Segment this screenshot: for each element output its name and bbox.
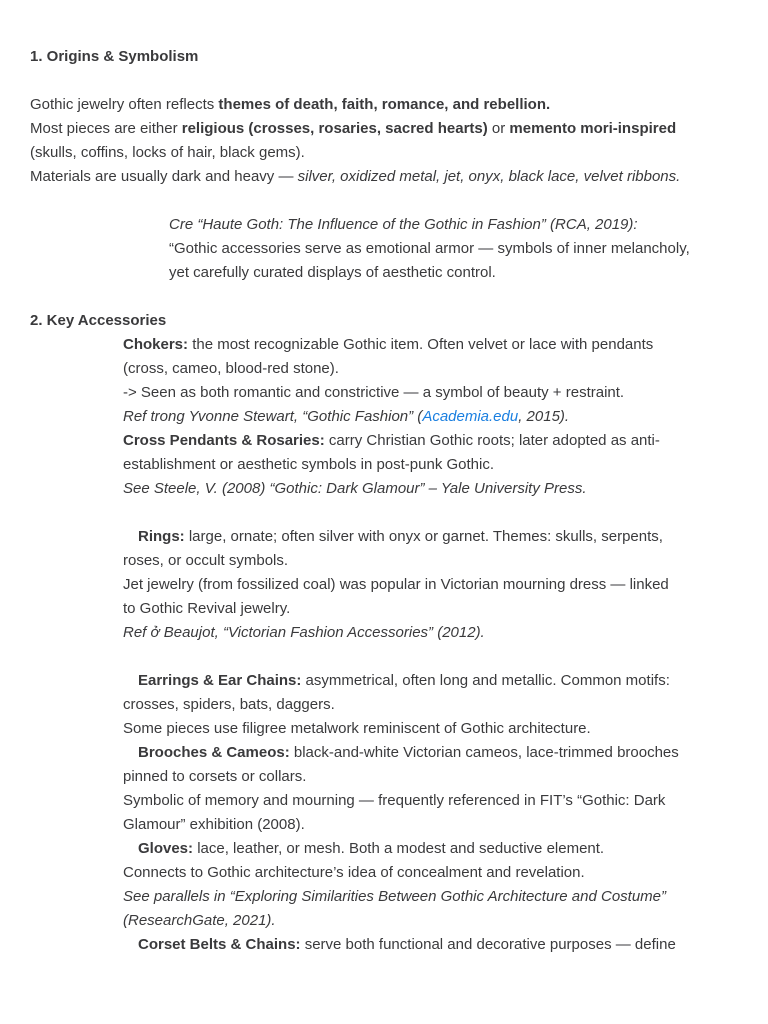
item-label-rings: Rings: — [138, 528, 185, 545]
paragraph-line: pinned to corsets or collars. — [123, 768, 307, 785]
item-label-chokers: Chokers: — [123, 336, 189, 353]
item-label-gloves: Gloves: — [138, 840, 194, 857]
text-span: serve both functional and decorative purposes — define — [300, 936, 676, 953]
text-span: carry Christian Gothic roots; later adopted as anti- — [324, 432, 660, 449]
paragraph-line: to Gothic Revival jewelry. — [123, 600, 291, 617]
reference-line: See Steele, V. (2008) “Gothic: Dark Glamour” – Yale University Press. — [123, 480, 587, 497]
text-span: asymmetrical, often long and metallic. Common motifs: — [301, 672, 670, 689]
paragraph-line: crosses, spiders, bats, daggers. — [123, 696, 335, 713]
text-span: , 2015). — [518, 408, 570, 425]
reference-line: (ResearchGate, 2021). — [123, 912, 276, 929]
text-span: Gothic jewelry often reflects — [30, 96, 219, 113]
text-span: the most recognizable Gothic item. Often velvet or lace with pendants — [188, 336, 654, 353]
paragraph-line — [30, 167, 680, 187]
bold-text: religious (crosses, rosaries, sacred hearts) — [181, 120, 488, 137]
item-label-brooches: Brooches & Cameos: — [138, 744, 290, 761]
section-2-heading: 2. Key Accessories — [30, 312, 167, 329]
paragraph-line — [138, 935, 676, 955]
paragraph-line: -> Seen as both romantic and constrictive — a symbol of beauty + restraint. — [123, 384, 625, 401]
paragraph-line — [30, 119, 676, 139]
text-span: Materials are usually dark and heavy — — [30, 168, 298, 185]
paragraph-line: Connects to Gothic architecture’s idea of concealment and revelation. — [123, 864, 585, 881]
italic-text: silver, oxidized metal, jet, onyx, black lace, velvet ribbons. — [297, 168, 681, 185]
text-span: Most pieces are either — [30, 120, 182, 137]
quote-citation: Cre “Haute Goth: The Influence of the Gothic in Fashion” (RCA, 2019): — [169, 216, 638, 233]
paragraph-line — [138, 743, 679, 763]
item-label-cross: Cross Pendants & Rosaries: — [123, 432, 325, 449]
bold-text: memento mori-inspired — [509, 120, 677, 137]
paragraph-line: (cross, cameo, blood-red stone). — [123, 360, 339, 377]
reference-line: See parallels in “Exploring Similarities Between Gothic Architecture and Costume” — [123, 888, 667, 905]
quote-text: yet carefully curated displays of aesthetic control. — [169, 264, 496, 281]
paragraph-line: establishment or aesthetic symbols in post-punk Gothic. — [123, 456, 495, 473]
paragraph-line: Symbolic of memory and mourning — frequently referenced in FIT’s “Gothic: Dark — [123, 792, 666, 809]
paragraph-line — [123, 335, 653, 355]
paragraph-line: Glamour” exhibition (2008). — [123, 816, 305, 833]
text-span: or — [487, 120, 510, 137]
bold-text: themes of death, faith, romance, and rebellion. — [218, 96, 551, 113]
item-label-corset: Corset Belts & Chains: — [138, 936, 301, 953]
paragraph-line: Jet jewelry (from fossilized coal) was popular in Victorian mourning dress — linked — [123, 576, 669, 593]
paragraph-line — [123, 431, 660, 451]
text-span: large, ornate; often silver with onyx or garnet. Themes: skulls, serpents, — [184, 528, 663, 545]
paragraph-line: (skulls, coffins, locks of hair, black gems). — [30, 144, 305, 161]
reference-line: Ref ở Beaujot, “Victorian Fashion Accessories” (2012). — [123, 624, 485, 641]
section-1-heading: 1. Origins & Symbolism — [30, 48, 199, 65]
paragraph-line — [30, 95, 550, 115]
paragraph-line: Some pieces use filigree metalwork reminiscent of Gothic architecture. — [123, 720, 591, 737]
paragraph-line — [138, 839, 604, 859]
text-span: lace, leather, or mesh. Both a modest and seductive element. — [193, 840, 605, 857]
quote-text: “Gothic accessories serve as emotional armor — symbols of inner melancholy, — [169, 240, 690, 257]
reference-line — [123, 407, 569, 427]
text-span: Ref trong Yvonne Stewart, “Gothic Fashion” ( — [123, 408, 423, 425]
paragraph-line: roses, or occult symbols. — [123, 552, 289, 569]
paragraph-line — [138, 527, 663, 547]
academia-link[interactable]: Academia.edu — [422, 408, 519, 425]
paragraph-line — [138, 671, 670, 691]
text-span: black-and-white Victorian cameos, lace-trimmed brooches — [289, 744, 679, 761]
item-label-earrings: Earrings & Ear Chains: — [138, 672, 302, 689]
